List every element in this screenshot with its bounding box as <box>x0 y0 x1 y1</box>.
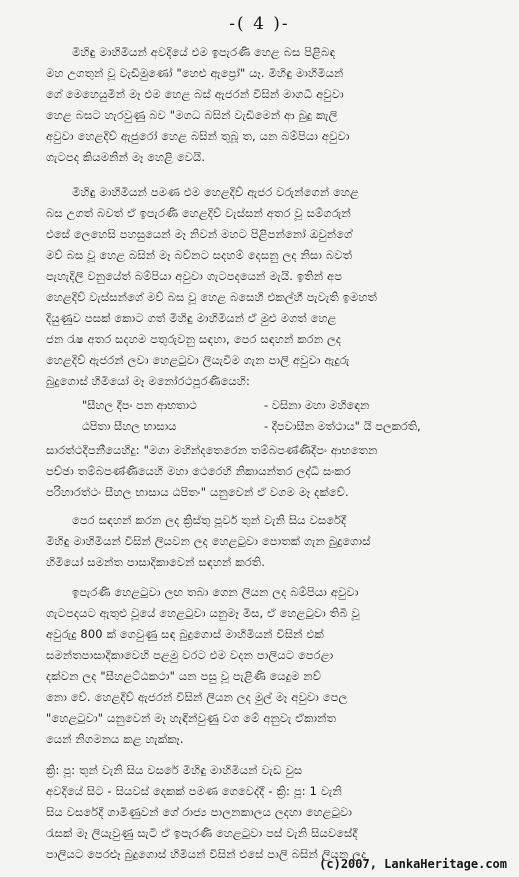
text-line: බස උගත් බවත් ඒ ඉපැරණි හෙළදිව් වැස්සන් අතර වූ සම්ගරුන් <box>46 206 351 220</box>
text-line: "හෙළටුවා" යනුවෙන් මෑ හැඳින්වුණු වග මේ අනුවැ ඒකාන්ත <box>46 711 337 725</box>
verse-left: "සීහල දීපං පන ආභතාථ <box>82 398 197 412</box>
text-line: ගේ මෙහෙයුමින් මෑ එම හෙළ බස් ඇජරන් විසින් මාගධී අවුවා <box>46 87 344 101</box>
text-line: පරිහාරත්ථං සීහල භාසාය ඨපිතං" යනුවෙන් ඒ වගම මෑ දක්වේ. <box>46 485 349 499</box>
verse-row <box>82 416 502 437</box>
text-line: දියුණුව පසක් කොට ගත් මිහිඳු මාහිමියන් ඒ මුළු මගත් හෙළ <box>46 311 337 325</box>
paragraph-1 <box>46 42 502 168</box>
copyright-footer: (c)2007, LankaHeritage.com <box>319 857 507 871</box>
text-line: මිහිඳු මාහිමියන් විසින් ලියවන ලද හෙළටුවා පොතක් ගැන බුදුගොස් <box>46 534 371 548</box>
text-line: හිමියෝ සමන්ත පාසාදිකාවෙන් සඳහන් කරති. <box>46 555 266 569</box>
text-line: සිය වසරේදී ගාමිණුවන් ගේ රාජ්‍ය පාලනකාලය ලදහා හෙළටුවා <box>46 805 353 819</box>
text-line: පච්ඡා තම්බපණ්ණියෙහි මහා ථෙරෙහි නිකායන්තර ලද්ධි සංකර <box>46 464 351 478</box>
text-line: මිහිඳු මාහිමියන් පමණ එම හෙළදිව් ඇජර වරුන්ගෙන් හෙළ <box>72 185 359 199</box>
verse-row <box>82 395 502 416</box>
text-line: මිහිඳු මාහිමියන් අවදියේ එම ඉපැරණි හෙළ බස පිළිබඳ <box>72 45 336 59</box>
text-line: මහ උගතුන් වූ වැඩිමුණෝ "හෙළු ඇප්‍රෝ" යෑ. මිහිඳු මාහිමියන් <box>46 66 344 80</box>
text-line: අවුරුදු 800 ක් ගෙවුණු සඳ බුදුගොස් මාහිමියන් විසින් එක් <box>46 627 324 641</box>
text-line: යෙන් නිගමනය කළ හැක්කෑ. <box>46 732 184 746</box>
text-line: දක්වන ලද "සීහළට්ඨකථා" යන පසු වූ පැළිණි යෙදුම නව් <box>46 669 322 683</box>
text-line: ගැටපද කියමනින් මෑ හෙළි වෙයි. <box>46 150 206 164</box>
text-line: සමන්තපාසාදිකාවෙහි පළමු වරට එම වදන පාලියට පෙරළා <box>46 648 334 662</box>
paragraph-6 <box>46 760 502 865</box>
text-line: එසේ ලෙහෙසි පහසුයෙන් මෑ නිවන් මහට පිළිපන්නෝ ඔවුන්ගේ <box>46 227 353 241</box>
text-line: ගැටපදයට ඇතුළු වූයේ හෙළටුවා යනුමෑ මිස, ඒ හෙළටුවා තිබී වූ <box>46 606 360 620</box>
paragraph-4 <box>46 510 502 573</box>
text-line: මව් බස වූ හෙළ බසින් මෑ බව්නට සදහම් දෙසනු ලද නිසා බවත් <box>46 248 353 262</box>
paragraph-2 <box>46 182 502 392</box>
text-line: බුදුගොස් හිමියෝ මෑ මනෝරථපූරණියෙහි: <box>46 374 250 388</box>
text-line: අවුවා හෙළදිව් ඇජුරෝ හෙළ බසින් තුබූ ත, යන බම්පියා අවුවා <box>46 129 350 143</box>
text-line: රැසක් මෑ ලියැවුණු සැටි ඒ ඉපැරණි හෙළටුවා පස් වැනි සියවසේදී <box>46 826 358 840</box>
text-line: හෙළදිව් ඇජරන් ලවා හෙළටුවා ලියැවීම ගැන පාලි අවුවා ඇදුරු <box>46 353 350 367</box>
text-line: හෙළ බසට හැරවුණු බව "මගධ බසින් වැඩිමෙන් ආ බුදු කැලි <box>46 108 338 122</box>
text-line: සාරත්ථදීපනීයෙහිදු: "මගා මහින්දතෙරෙන තම්බපණ්ණිදීපං ආභතෙන <box>46 443 378 457</box>
text-line: අවදියේ සිට - සියවස් දෙකක් පමණ ගෙවෙද්දී - ක්‍රි: පූ: 1 වැනි <box>46 784 342 798</box>
text-line: හෙළදිව් වැස්සන්ගේ මව් බස වූ හෙළ බසෙහි එකල්හී පැවැති ඉමහත් <box>46 290 377 304</box>
verse-right: - වසිනා මහා මහිඳෙන <box>264 398 370 412</box>
text-line: ඉපැරණි හෙළටුවා ලඟ තබා ගෙන ලියන ලද බම්පියා අවුවා <box>72 585 359 599</box>
text-line: පැහැදිලි වනුයේත් බම්පියා අවුවා ගැටපදයෙන් මැයි. ඉතින් අප <box>46 269 343 283</box>
page-number: -( 4 )- <box>229 14 290 34</box>
verse-quotation <box>82 395 502 437</box>
text-line: ජන රැෂ අතර සදහම පතුරුවනු සඳහා, පෙර සඳහන් කරන ලද <box>46 332 342 346</box>
text-line: පෙර සඳහන් කරන ලද ක්‍රිස්තු පූර්ව තුන් වැනි සිය වසරේදී <box>72 513 347 527</box>
verse-right: - දීපවාසීන මත්ථාය" යි පලකරති, <box>264 419 421 433</box>
text-line: නො වේ. හෙළදිව් ඇජරන් විසින් ලියන ලද මුල් මෑ අවුවා පෙල <box>46 690 348 704</box>
text-line: ක්‍රි: පූ: තුන් වැනි සිය වසරේ මිහිඳු මාහිමියන් වැඩ වුස <box>46 763 303 777</box>
text-line: පාලියට පෙරළූ බුදුගොස් හිමියන් විසින් එසේ පාලි බසින් ලියන ලද <box>46 847 367 861</box>
paragraph-5 <box>46 582 502 750</box>
paragraph-3 <box>46 440 502 503</box>
verse-left: ඨපිතා සීහල භාසාය <box>82 419 177 433</box>
